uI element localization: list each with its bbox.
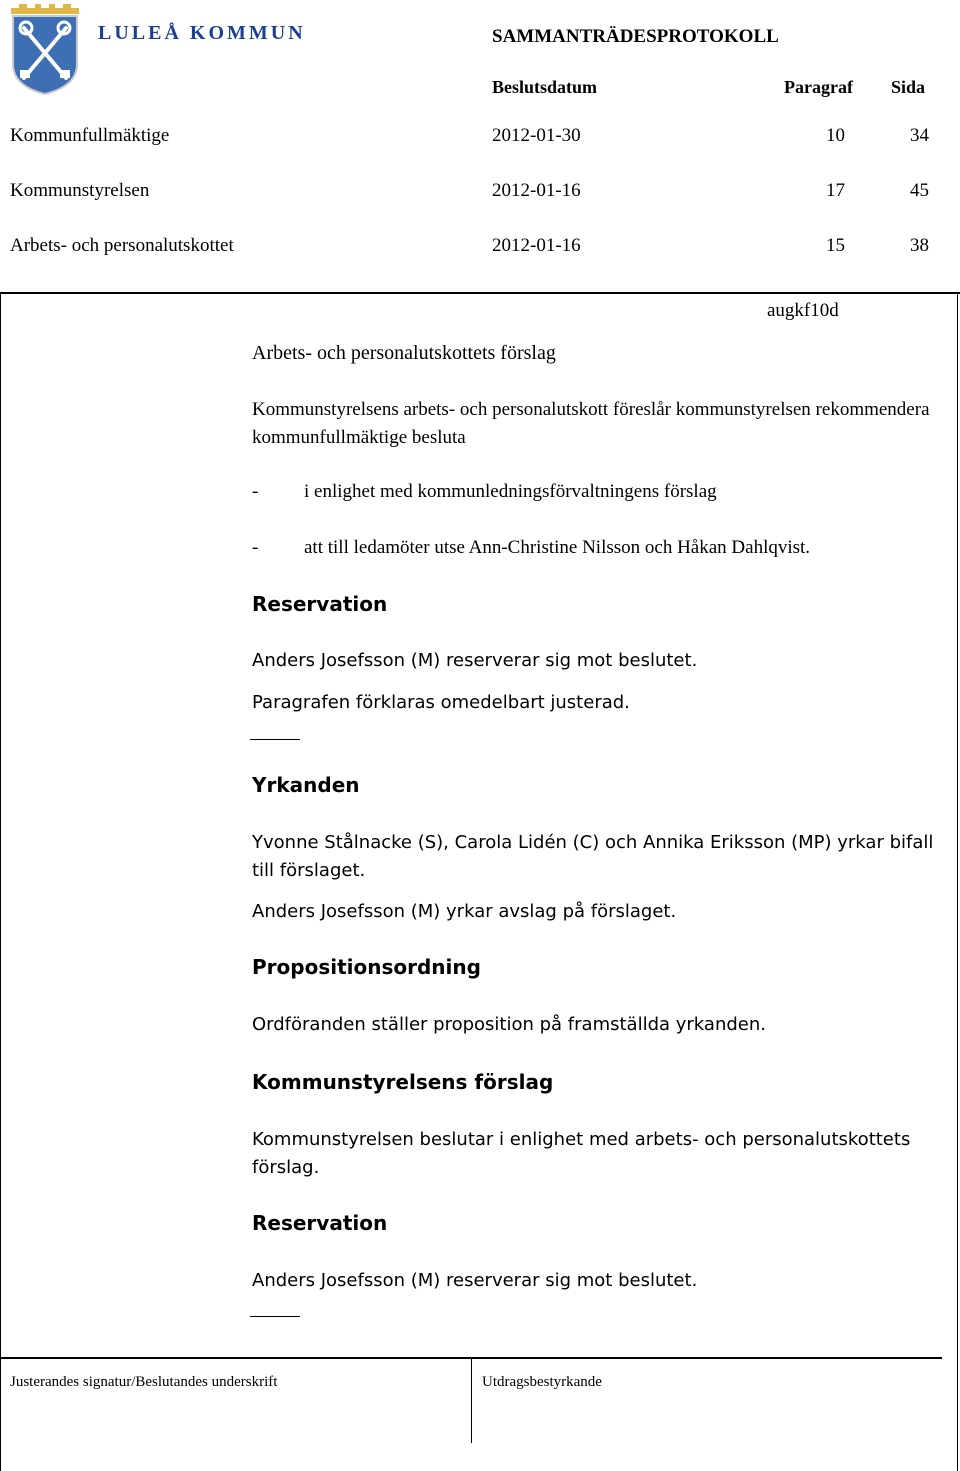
bullet-item: att till ledamöter utse Ann-Christine Nilsson och Håkan Dahlqvist. (304, 537, 811, 558)
meeting-date: 2012-01-16 (492, 180, 581, 201)
meeting-page: 45 (910, 180, 929, 201)
bullet-marker: - (252, 537, 259, 558)
signature-label: Justerandes signatur/Beslutandes underskrift (10, 1374, 278, 1390)
content-top-border (0, 292, 960, 294)
proposition-heading: Propositionsordning (252, 955, 481, 979)
ks-proposal-text: Kommunstyrelsen beslutar i enlighet med arbets- och personalutskottets förslag. (252, 1129, 911, 1178)
reservation-heading: Reservation (252, 1211, 388, 1235)
separator-line (250, 1316, 300, 1317)
document-type-title: SAMMANTRÄDESPROTOKOLL (492, 26, 779, 47)
bullet-item: i enlighet med kommunledningsförvaltningens förslag (304, 481, 717, 502)
content-right-border (957, 292, 958, 1471)
au-proposal-text: Kommunstyrelsens arbets- och personalutskott föreslår kommunstyrelsen rekommendera kommunfullmäktige besluta (252, 399, 930, 448)
footer-divider (471, 1357, 472, 1443)
meeting-paragraph: 15 (826, 235, 845, 256)
content-left-border (0, 292, 1, 1471)
meeting-paragraph: 17 (826, 180, 845, 201)
meeting-date: 2012-01-16 (492, 235, 581, 256)
meeting-body: Kommunstyrelsen (10, 180, 150, 201)
meeting-page: 38 (910, 235, 929, 256)
page-header: Sida (891, 77, 926, 97)
section-heading-au: Arbets- och personalutskottets förslag (252, 342, 556, 364)
reservation-text: Anders Josefsson (M) reserverar sig mot beslutet. (252, 650, 698, 671)
meeting-paragraph: 10 (826, 125, 845, 146)
meeting-body: Kommunfullmäktige (10, 125, 170, 146)
document-code: augkf10d (767, 300, 839, 321)
ks-proposal-heading: Kommunstyrelsens förslag (252, 1070, 554, 1094)
meeting-date: 2012-01-30 (492, 125, 581, 146)
reservation-text: Anders Josefsson (M) reserverar sig mot beslutet. (252, 1270, 698, 1291)
meeting-body: Arbets- och personalutskottet (10, 235, 234, 256)
meeting-page: 34 (910, 125, 929, 146)
justified-text: Paragrafen förklaras omedelbart justerad. (252, 692, 630, 713)
bullet-marker: - (252, 481, 259, 502)
reservation-heading: Reservation (252, 592, 388, 616)
paragraph-header: Paragraf (784, 77, 853, 97)
lulea-coat-of-arms-logo (10, 4, 80, 96)
decision-date-header: Beslutsdatum (492, 77, 598, 97)
organization-name: LULEÅ KOMMUN (98, 22, 306, 44)
proposition-text: Ordföranden ställer proposition på framställda yrkanden. (252, 1014, 766, 1035)
yrkanden-heading: Yrkanden (252, 773, 360, 797)
yrkanden-text: Anders Josefsson (M) yrkar avslag på förslaget. (252, 901, 677, 922)
yrkanden-text: Yvonne Stålnacke (S), Carola Lidén (C) och Annika Eriksson (MP) yrkar bifall till förslaget. (252, 832, 934, 881)
extract-certification-label: Utdragsbestyrkande (482, 1374, 602, 1390)
separator-line (250, 739, 300, 740)
